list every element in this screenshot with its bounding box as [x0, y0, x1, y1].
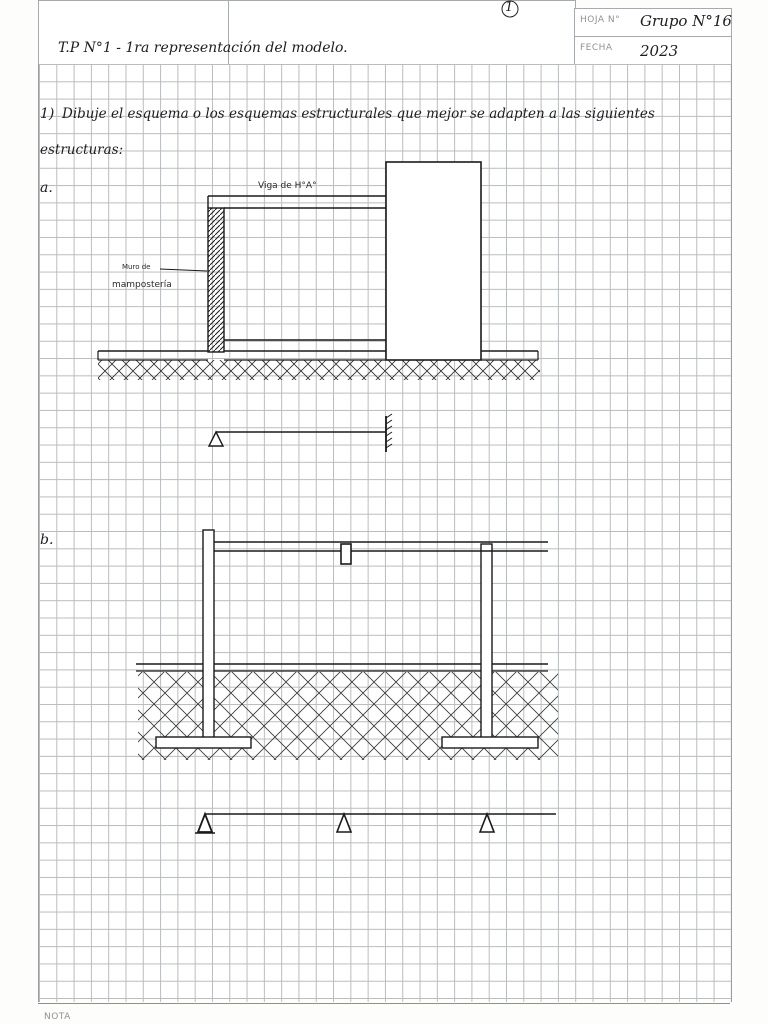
right-footing: [442, 737, 538, 748]
part-a-pin-support: [209, 432, 223, 446]
masonry-wall: [208, 208, 224, 352]
part-b-label: b.: [40, 532, 54, 548]
part-a-scheme: [209, 414, 392, 452]
page-title: T.P N°1 - 1ra representación del modelo.: [58, 40, 348, 56]
hoja-value: Grupo N°16: [640, 12, 732, 30]
part-a-label: a.: [40, 180, 53, 196]
hoja-label: HOJA N°: [580, 15, 621, 25]
beam-joint: [341, 544, 351, 564]
part-b-scheme: [195, 814, 556, 833]
part-b-structure: [136, 530, 558, 760]
page-number: 1: [505, 0, 514, 15]
nota-label: NOTA: [44, 1012, 71, 1022]
concrete-wall: [386, 162, 481, 360]
exercise-statement-line2: estructuras:: [40, 142, 124, 158]
viga-label: Viga de H°A°: [258, 181, 317, 191]
muro-leader: [160, 269, 207, 271]
left-footing: [156, 737, 251, 748]
fecha-label: FECHA: [580, 43, 613, 53]
muro-label-2: mampostería: [112, 280, 172, 290]
left-column: [203, 530, 214, 738]
right-column: [481, 544, 492, 738]
part-b-support-left: [198, 814, 212, 832]
part-a-structure: [98, 162, 540, 380]
muro-label-1: Muro de: [122, 263, 151, 271]
part-b-support-right: [480, 814, 494, 832]
fecha-value: 2023: [640, 42, 679, 60]
exercise-statement-line1: Dibuje el esquema o los esquemas estructurales que mejor se adapten a las siguientes: [62, 106, 655, 122]
exercise-number: 1): [40, 106, 55, 122]
part-b-support-middle: [337, 814, 351, 832]
part-a-ground-hatch: [98, 360, 540, 380]
